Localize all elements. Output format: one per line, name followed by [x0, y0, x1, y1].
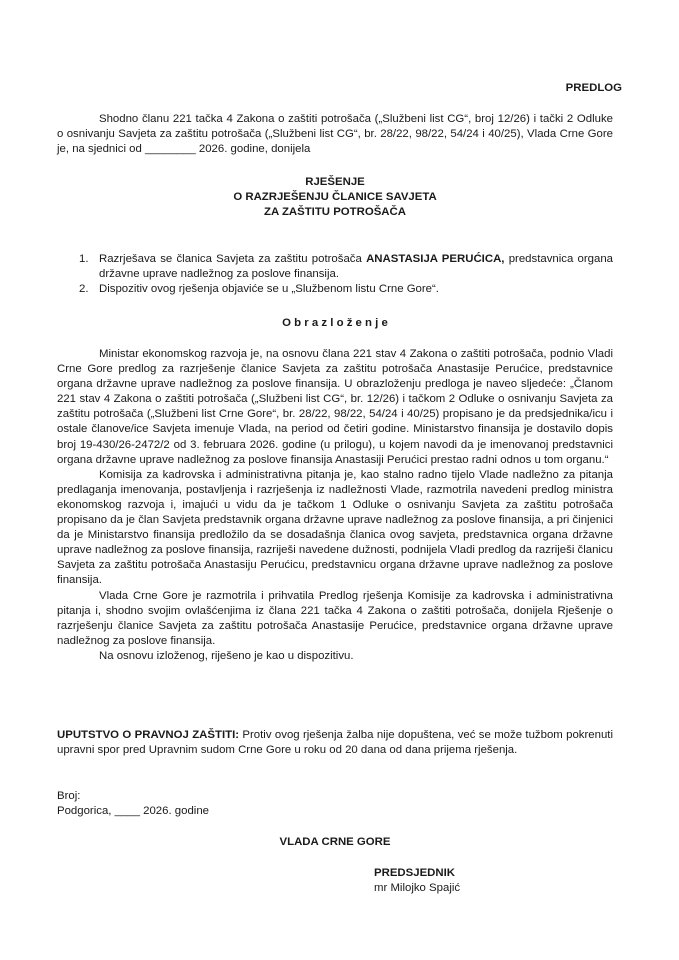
government-name: VLADA CRNE GORE — [279, 836, 391, 848]
legal-notice — [57, 728, 613, 758]
person-name: ANASTASIJA PERUĆICA, — [366, 253, 505, 265]
item-text-before: Razrješava se članica Savjeta za zaštitu potrošača — [99, 253, 367, 265]
item-text: Dispozitiv ovog rješenja objaviće se u „Službenom listu Crne Gore“. — [99, 283, 439, 296]
signer-name: mr Milojko Spajić — [374, 882, 461, 894]
signer-title: PREDSJEDNIK — [374, 867, 456, 879]
title-line-3: ZA ZAŠTITU POTROŠAČA — [264, 206, 406, 219]
list-item — [57, 282, 613, 297]
item-number: 1. — [79, 253, 89, 265]
legal-notice-label: UPUTSTVO O PRAVNOJ ZAŠTITI: — [57, 729, 240, 741]
reasoning-paragraph-3: Vlada Crne Gore je razmotrila i prihvatila Predlog rješenja Komisije za kadrovska i administrativna pitanja i, shodno svojim ovlašćenjima iz člana 221 tačka 4 Zakona o zaštiti potrošača, donijela Rješenje o razrješenju članice Savjeta za zaštitu potrošača Anastasije Perućice, predstavnice organa državne uprave nadležnog za poslove finansija. — [57, 589, 613, 647]
list-item — [57, 252, 613, 282]
title-line-1: RJEŠENJE — [305, 176, 365, 188]
reasoning-heading: O b r a z l o ž e n j e — [282, 317, 388, 329]
reasoning-paragraph-1: Ministar ekonomskog razvoja je, na osnovu člana 221 stav 4 Zakona o zaštiti potrošača, podnio Vladi Crne Gore predlog za razrješenje članice Savjeta za zaštitu potrošača Anastasije Perućice, predstavnice organa državne uprave nadležnog za poslove finansija. U obrazloženju predloga je naveo sljedeće: „Članom 221 stav 4 Zakona o zaštiti potrošača („Službeni list CG“, br. 12/26) i tačkom 2 Odluke o osnivanju Savjeta za zaštitu potrošača („Službeni list Crne Gore“, br. 28/22, 98/22, 54/24 i 40/25) propisano je da predsjednika/icu i ostale članove/ice Savjeta imenuje Vlada, na period od četiri godine. Ministarstvo finansija je dostavilo dopis broj 19-430/26-2472/2 od 3. februara 2026. godine (u prilogu), u kojem navodi da je imenovanoj predstavnici organa državne uprave nadležnog za poslove finansija Anastasiji Perućici prestao radni odnos u tom organu.“ — [57, 348, 613, 466]
dispositive-list — [57, 252, 613, 297]
document-number: Broj: — [57, 790, 81, 802]
item-text-after: predstavnica organa državne uprave nadležnog za poslove finansija. — [99, 253, 613, 281]
legal-notice-text: Protiv ovog rješenja žalba nije dopuštena, već se može tužbom pokrenuti upravni spor pred Upravnim sudom Crne Gore u roku od 20 dana od dana prijema rješenja. — [57, 729, 613, 757]
reasoning-paragraph-4: Na osnovu izloženog, riješeno je kao u dispozitivu. — [99, 649, 354, 662]
place-and-date: Podgorica, ____ 2026. godine — [57, 805, 209, 817]
document-title — [57, 175, 613, 220]
item-number: 2. — [79, 283, 89, 296]
proposal-label: PREDLOG — [565, 82, 622, 94]
reasoning-paragraph-2: Komisija za kadrovska i administrativna pitanja je, kao stalno radno tijelo Vlade nadležno za pitanja predlaganja imenovanja, postavljenja i razrješenja iz nadležnosti Vlade, razmotrila navedeni predlog ministra ekonomskog razvoja i, imajući u vidu da je tačkom 1 Odluke o osnivanju Savjeta za zaštitu potrošača propisano da je član Savjeta predstavnik organa državne uprave nadležnog za poslove finansija, a pri činjenici da je Ministarstvo finansija predložilo da se dosadašnja članica ovog savjeta, predstavnica organa državne uprave nadležnog za poslove finansija, razriješi navedene dužnosti, podnijela Vladi predlog da razriješi članicu Savjeta za zaštitu potrošača Anastasiju Perućicu, predstavnicu organa državne uprave nadležnog za poslove finansija. — [57, 468, 613, 587]
reasoning-body — [57, 347, 613, 664]
preamble: Shodno članu 221 tačka 4 Zakona o zaštiti potrošača („Službeni list CG“, broj 12/26) i tački 2 Odluke o osnivanju Savjeta za zaštitu potrošača („Službeni list CG“, br. 28/22, 98/22, 54/24 i 40/25), Vlada Crne Gore je, na sjednici od ________ 2026. godine, donijela — [57, 113, 613, 156]
title-line-2: O RAZRJEŠENJU ČLANICE SAVJETA — [233, 191, 437, 204]
